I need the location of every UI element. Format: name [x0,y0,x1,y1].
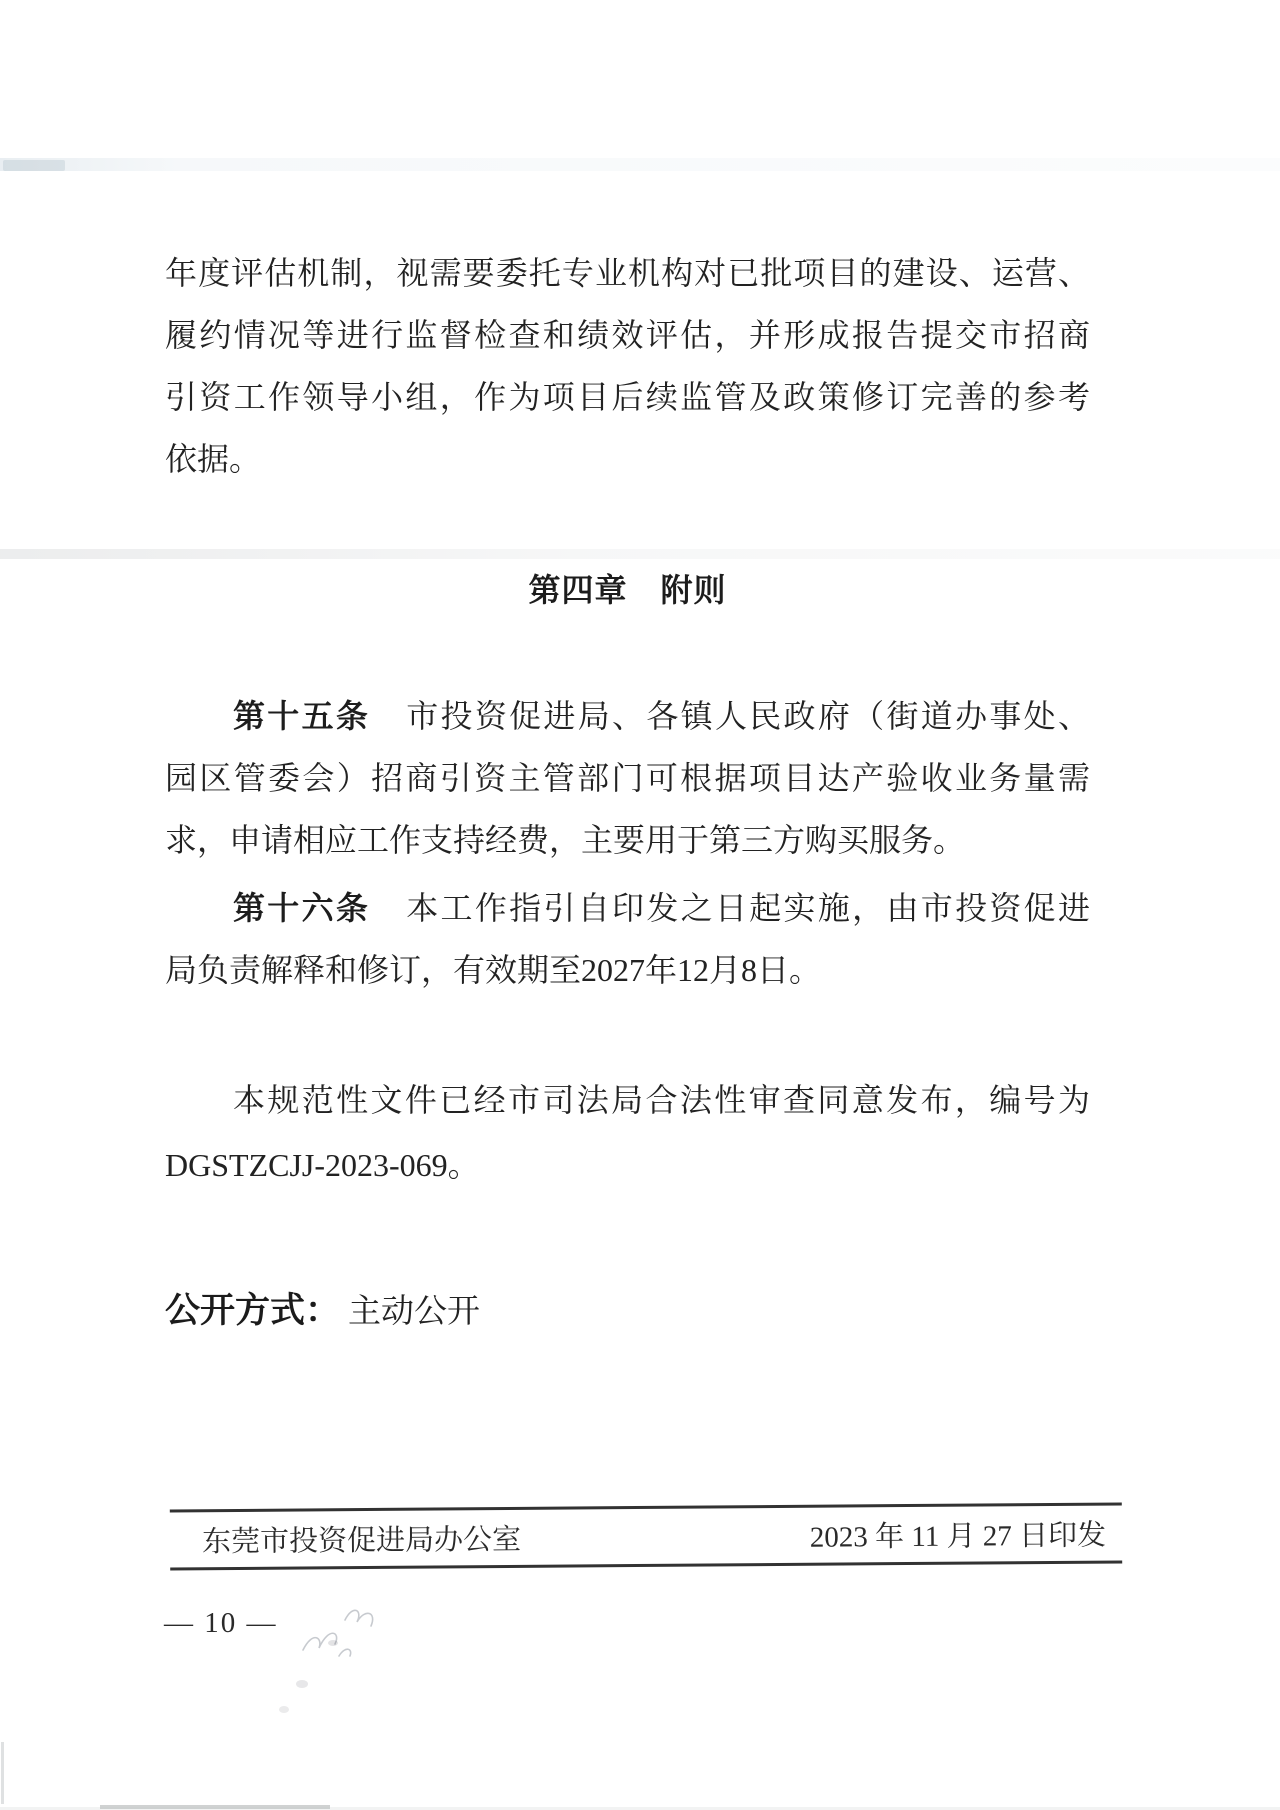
chapter-heading: 第四章 附则 [528,572,727,608]
body-line [165,685,1090,747]
article-term-16: 第十六条 [233,890,371,926]
scan-band-artifact-top-blob [3,160,65,171]
body-line: 依据。 [165,441,262,477]
body-line: 年度评估机制，视需要委托专业机构对已批项目的建设、运营、 [165,255,1090,291]
footer-record-block [0,1485,1280,1586]
article-15-paragraph [165,685,1090,871]
body-line: 履约情况等进行监督检查和绩效评估，并形成报告提交市招商 [165,317,1090,353]
body-line: 本规范性文件已经市司法局合法性审查同意发布，编号为 [233,1082,1090,1118]
scan-speck [296,1680,308,1688]
body-line: 局负责解释和修订，有效期至2027年12月8日。 [165,952,822,988]
body-line [165,877,1090,939]
body-line: 引资工作领导小组，作为项目后续监管及政策修订完善的参考 [165,379,1090,415]
left-edge-artifact [1,1742,4,1804]
body-line: 园区管委会）招商引资主管部门可根据项目达产验收业务量需 [165,760,1090,796]
scan-speck [328,1640,338,1646]
disclosure-row [165,1280,480,1342]
scan-band-artifact-top [0,158,1280,171]
disclosure-value: 主动公开 [348,1294,481,1330]
continuation-paragraph [165,242,1090,490]
body-line: 求，申请相应工作支持经费，主要用于第三方购买服务。 [165,822,966,858]
document-code-line: DGSTZCJJ-2023-069。 [165,1147,480,1183]
disclosure-label: 公开方式： [165,1291,341,1330]
scan-band-artifact-middle [0,549,1280,559]
footer-print-date: 2023 年 11 月 27 日印发 [809,1519,1107,1554]
article-term-15: 第十五条 [233,698,371,734]
filing-note-paragraph [165,1068,1090,1198]
article-15-line-rest: 市投资促进局、各镇人民政府（街道办事处、 [406,698,1090,734]
article-16-paragraph [165,877,1090,1001]
page-number: — 10 — [164,1607,278,1639]
footer-issuer: 东莞市投资促进局办公室 [201,1523,522,1558]
pencil-scribble-mark [295,1586,385,1664]
footer-row [170,1508,1122,1563]
article-16-line-rest: 本工作指引自印发之日起实施，由市投资促进 [406,890,1090,926]
scan-speck [279,1706,289,1713]
